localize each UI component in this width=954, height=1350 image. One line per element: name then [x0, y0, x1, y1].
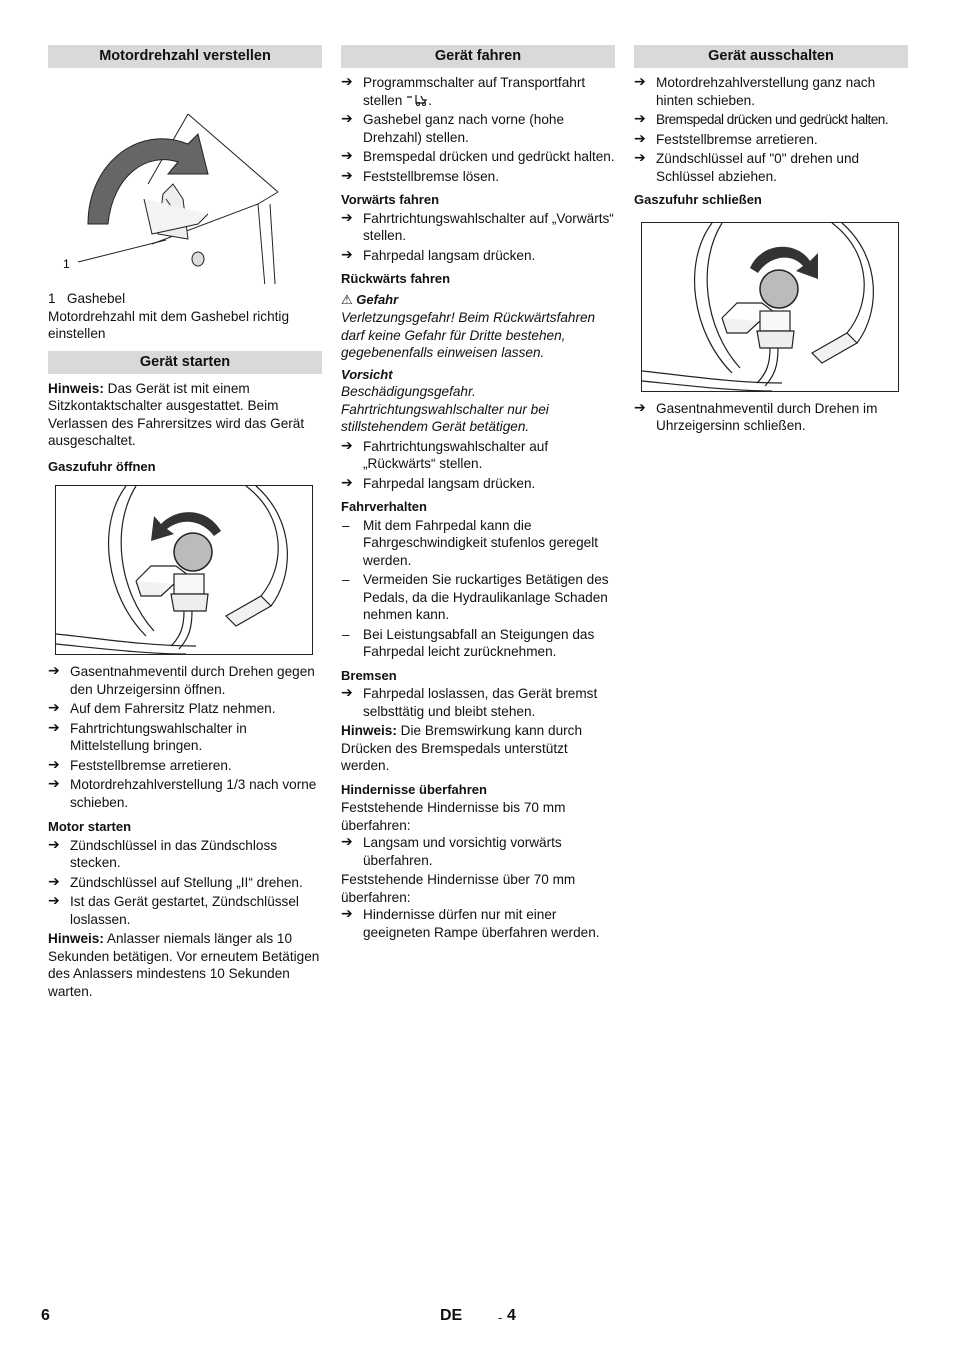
- list-item: ➔ Gasentnahmeventil durch Drehen im Uhrzeigersinn schließen.: [634, 400, 908, 435]
- subheading-forward: Vorwärts fahren: [341, 192, 440, 207]
- sub-page-number: 4: [507, 1307, 516, 1324]
- note-label: Hinweis:: [48, 931, 104, 946]
- page-number: 6: [41, 1307, 50, 1324]
- section-header-shutdown: Gerät ausschalten: [634, 45, 908, 68]
- list-item: ➔ Auf dem Fahrersitz Platz nehmen.: [48, 700, 322, 718]
- list-item: ➔ Zündschlüssel in das Zündschloss stecken.: [48, 837, 322, 872]
- list-item: ➔ Feststellbremse arretieren.: [634, 131, 908, 149]
- list-item: [341, 74, 615, 109]
- steps-obstacles-1: [341, 834, 615, 869]
- note-brake: [341, 722, 615, 775]
- figure-callout-1: 1: [63, 257, 70, 271]
- list-item: ➔ Fahrtrichtungswahlschalter auf „Vorwärts“ stellen.: [341, 210, 615, 245]
- list-item: ➔ Fahrtrichtungswahlschalter in Mittelstellung bringen.: [48, 720, 322, 755]
- note-label: Hinweis:: [341, 723, 397, 738]
- caution-text: Beschädigungsgefahr. Fahrtrichtungswahlschalter nur bei stillstehendem Gerät betätigen.: [341, 384, 549, 434]
- steps-forward-list: [341, 210, 615, 265]
- valve-knob-icon: [760, 270, 798, 308]
- danger-label: Gefahr: [356, 291, 399, 307]
- list-item: ➔ Fahrpedal langsam drücken.: [341, 247, 615, 265]
- transport-step-end: .: [428, 92, 432, 108]
- list-item: ➔ Feststellbremse lösen.: [341, 168, 615, 186]
- column-1: [48, 45, 322, 1000]
- subheading-gas-open: Gaszufuhr öffnen: [48, 458, 156, 474]
- speed-instruction: Motordrehzahl mit dem Gashebel richtig einstellen: [48, 308, 290, 341]
- throttle-lever-figure: [48, 74, 322, 284]
- legend-text: Gashebel: [66, 291, 126, 306]
- steps-start-list: [48, 663, 322, 811]
- list-item: ➔ Gashebel ganz nach vorne (hohe Drehzahl) stellen.: [341, 111, 615, 146]
- list-item: ➔ Bremspedal drücken und gedrückt halten.: [634, 111, 908, 129]
- obstacles-text-2: Feststehende Hindernisse über 70 mm überfahren:: [341, 872, 576, 905]
- steps-reverse-list: [341, 438, 615, 493]
- subheading-obstacles: Hindernisse überfahren: [341, 781, 487, 797]
- steps-obstacles-2: [341, 906, 615, 941]
- list-item: ➔ Gasentnahmeventil durch Drehen gegen den Uhrzeigersinn öffnen.: [48, 663, 322, 698]
- transport-mode-icon: [406, 94, 428, 106]
- list-item: ➔ Zündschlüssel auf Stellung „II“ drehen.: [48, 874, 322, 892]
- note-starter: [48, 930, 322, 1000]
- steps-gas-close-list: [634, 400, 908, 435]
- list-item: ➔ Hindernisse dürfen nur mit einer geeigneten Rampe überfahren werden.: [341, 906, 615, 941]
- section-header-start: Gerät starten: [48, 351, 322, 374]
- list-item: ➔ Ist das Gerät gestartet, Zündschlüssel loslassen.: [48, 893, 322, 928]
- note-text: Anlasser niemals länger als 10 Sekunden betätigen. Vor erneutem Betätigen des Anlassers mindestens 10 Sekunden warten.: [48, 931, 320, 999]
- danger-label-row: [341, 291, 615, 310]
- note-text: Die Bremswirkung kann durch Drücken des Bremspedals unterstützt werden.: [341, 723, 583, 773]
- list-item: ➔ Fahrpedal loslassen, das Gerät bremst selbsttätig und bleibt stehen.: [341, 685, 615, 720]
- note-text: Das Gerät ist mit einem Sitzkontaktschalter ausgestattet. Beim Verlassen des Fahrersitzes wird das Gerät ausgeschaltet.: [48, 380, 305, 448]
- legend-item: [48, 290, 322, 308]
- list-item: ➔ Langsam und vorsichtig vorwärts überfahren.: [341, 834, 615, 869]
- warning-triangle-icon: ⚠: [341, 292, 353, 308]
- legend-number: 1: [48, 291, 56, 306]
- list-item: – Vermeiden Sie ruckartiges Betätigen des Pedals, da die Hydraulikanlage Schaden nehmen kann.: [341, 571, 615, 624]
- transport-step-text: Programmschalter auf Transportfahrt stellen: [363, 75, 586, 108]
- list-item: ➔ Fahrtrichtungswahlschalter auf „Rückwärts“ stellen.: [341, 438, 615, 473]
- danger-text: Verletzungsgefahr! Beim Rückwärtsfahren darf keine Gefahr für Dritte bestehen, gegebenenfalls einweisen lassen.: [341, 310, 596, 360]
- steps-drive-list: [341, 74, 615, 185]
- footer-separator: -: [498, 1310, 503, 1325]
- language-code: DE: [440, 1307, 463, 1324]
- subheading-behaviour: Fahrverhalten: [341, 499, 427, 514]
- column-2: [341, 45, 615, 943]
- list-item: ➔ Feststellbremse arretieren.: [48, 757, 322, 775]
- steps-motor-list: [48, 837, 322, 929]
- column-3: [634, 45, 908, 437]
- gas-valve-close-figure: [641, 222, 899, 392]
- obstacles-text-1: Feststehende Hindernisse bis 70 mm überfahren:: [341, 800, 566, 833]
- list-item: ➔ Zündschlüssel auf "0" drehen und Schlüssel abziehen.: [634, 150, 908, 185]
- section-header-engine-speed: Motordrehzahl verstellen: [48, 45, 322, 68]
- subheading-gas-close: Gaszufuhr schließen: [634, 192, 762, 207]
- list-item: ➔ Fahrpedal langsam drücken.: [341, 475, 615, 493]
- valve-knob-icon: [174, 533, 212, 571]
- list-item: ➔ Motordrehzahlverstellung ganz nach hinten schieben.: [634, 74, 908, 109]
- section-header-drive: Gerät fahren: [341, 45, 615, 68]
- gas-valve-open-figure: [55, 485, 313, 655]
- note-seat-contact: [48, 380, 322, 450]
- subheading-brake: Bremsen: [341, 667, 397, 683]
- steps-brake-list: [341, 685, 615, 720]
- steps-shutdown-list: [634, 74, 908, 185]
- subheading-reverse: Rückwärts fahren: [341, 271, 451, 286]
- list-item: ➔ Motordrehzahlverstellung 1/3 nach vorne schieben.: [48, 776, 322, 811]
- list-item: ➔ Bremspedal drücken und gedrückt halten.: [341, 148, 615, 166]
- list-item: – Bei Leistungsabfall an Steigungen das Fahrpedal leicht zurücknehmen.: [341, 626, 615, 661]
- caution-label: Vorsicht: [341, 366, 393, 382]
- list-item: – Mit dem Fahrpedal kann die Fahrgeschwindigkeit stufenlos geregelt werden.: [341, 517, 615, 570]
- note-label: Hinweis:: [48, 380, 104, 396]
- subheading-motor-start: Motor starten: [48, 819, 132, 834]
- driving-behaviour-list: [341, 517, 615, 661]
